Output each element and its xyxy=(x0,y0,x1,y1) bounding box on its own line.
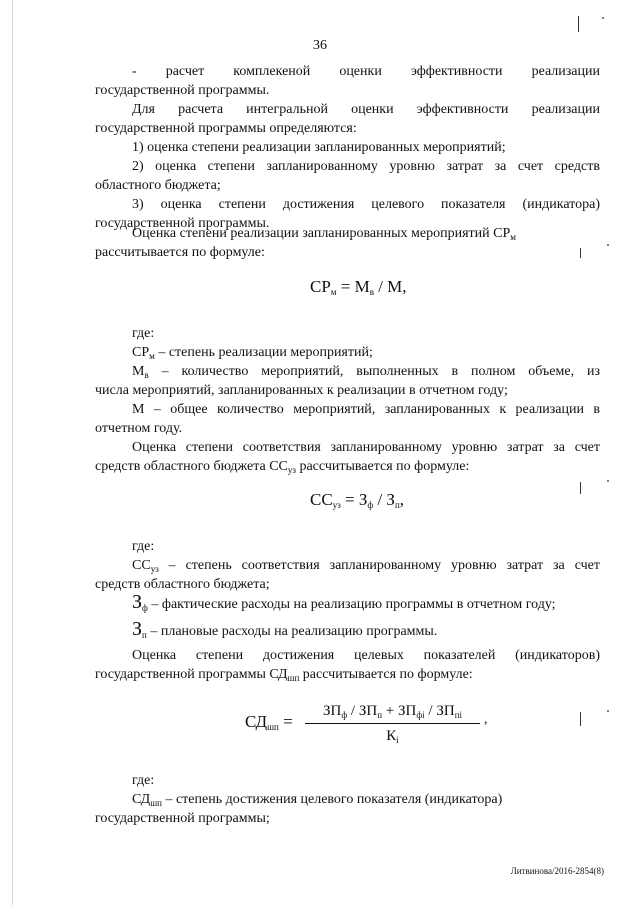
formula-ssuz: $СС_{уз} = З_ф / З_п$, xyxy=(310,490,405,510)
formula-end: , xyxy=(484,712,488,727)
formula-sdshp-fraction xyxy=(305,703,480,745)
fraction-numerator: $ЗП_ф / ЗП_п + ЗП_{фi} / ЗП_{пi}$ xyxy=(305,703,480,724)
list-item: 1) оценка степени реализации запланированных мероприятий; xyxy=(132,140,506,155)
where-label: где: xyxy=(132,326,155,341)
footer-code: Литвинова/2016-2854(8) xyxy=(510,866,604,876)
formula-sdshp-lhs: $СД_{шп}$ = xyxy=(245,712,293,732)
formula-srm: $СР_м = М_в / М$, xyxy=(310,277,407,297)
fraction-denominator: $К_i$ xyxy=(386,728,399,745)
scan-mark xyxy=(580,482,581,494)
paragraph-line: Для расчета интегральной оценки эффективности реализации xyxy=(132,102,600,117)
scan-mark xyxy=(578,16,579,32)
page-number: 36 xyxy=(313,38,327,53)
definition: $СР_м$ – степень реализации мероприятий; xyxy=(132,345,373,361)
paragraph-line: Оценка степени соответствия запланированному уровню затрат за счет xyxy=(132,440,600,455)
definition-cont: отчетном году. xyxy=(95,421,183,436)
list-item-cont: государственной программы. xyxy=(95,216,270,231)
paragraph-line: государственной программы определяются: xyxy=(95,121,357,136)
definition: $М_в$ – количество мероприятий, выполненных в полном объеме, из xyxy=(132,364,600,380)
paragraph-line: средств областного бюджета $СС_{уз}$ рассчитывается по формуле: xyxy=(95,459,470,475)
list-item: 2) оценка степени запланированному уровню затрат за счет средств xyxy=(132,159,600,174)
scan-speck xyxy=(607,710,609,712)
paragraph-line: государственной программы $СД_{шп}$ рассчитывается по формуле: xyxy=(95,667,473,683)
paragraph-line: - расчет комплекеной оценки эффективности реализации xyxy=(132,64,600,79)
definition-cont: государственной программы; xyxy=(95,811,270,826)
definition-cont: средств областного бюджета; xyxy=(95,577,270,592)
scan-speck xyxy=(607,480,609,482)
definition: $СС_{уз}$ – степень соответствия запланированному уровню затрат за счет xyxy=(132,558,600,574)
paragraph-line: рассчитывается по формуле: xyxy=(95,245,265,260)
scan-mark xyxy=(580,712,581,726)
definition: $З_п$ – плановые расходы на реализацию программы. xyxy=(132,618,438,640)
definition: $СД_{шп}$ – степень достижения целевого показателя (индикатора) xyxy=(132,792,503,808)
list-item-cont: областного бюджета; xyxy=(95,178,221,193)
definition: $З_ф$ – фактические расходы на реализацию программы в отчетном году; xyxy=(132,591,556,613)
paragraph-line: государственной программы. xyxy=(95,83,270,98)
paragraph-line: Оценка степени достижения целевых показателей (индикаторов) xyxy=(132,648,600,663)
paragraph-line: Оценка степени реализации запланированных мероприятий $СР_м$ xyxy=(132,226,516,242)
list-item: 3) оценка степени достижения целевого показателя (индикатора) xyxy=(132,197,600,212)
where-label: где: xyxy=(132,773,155,788)
definition: М – общее количество мероприятий, запланированных к реализации в xyxy=(132,402,600,417)
scan-speck xyxy=(602,17,604,19)
where-label: где: xyxy=(132,539,155,554)
scan-edge-line xyxy=(12,0,13,905)
definition-cont: числа мероприятий, запланированных к реализации в отчетном году; xyxy=(95,383,508,398)
